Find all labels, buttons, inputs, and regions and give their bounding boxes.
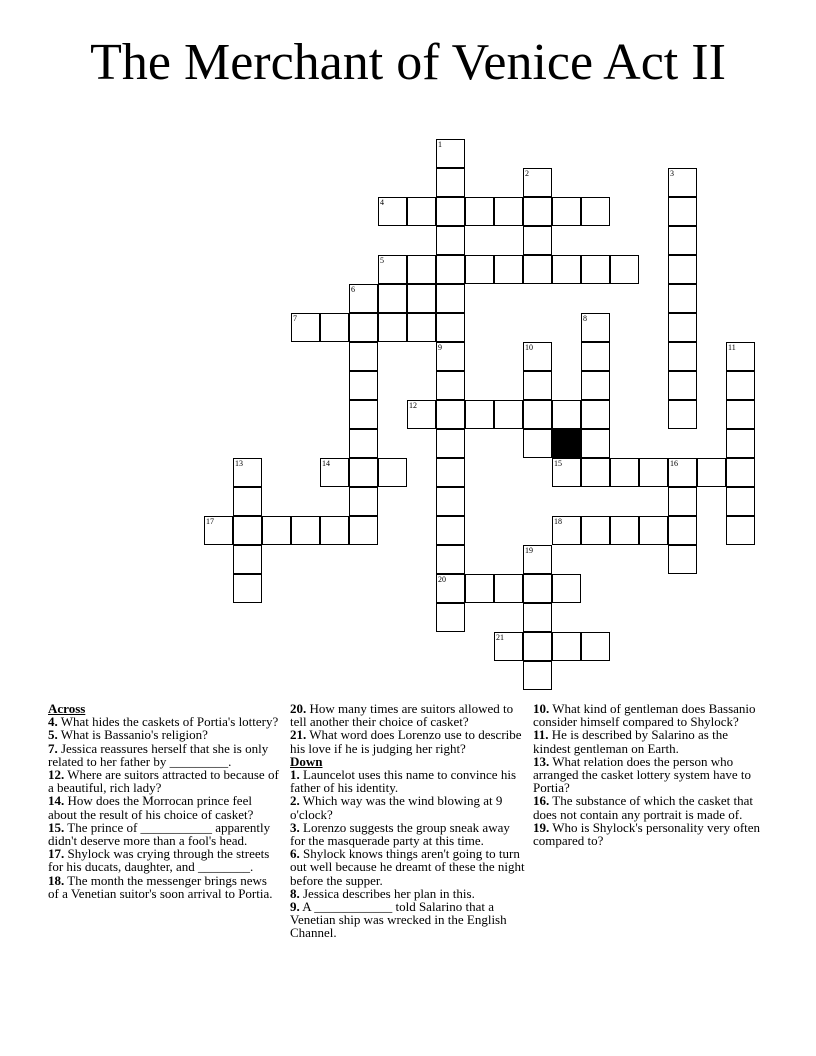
clue-item [533, 702, 765, 728]
clue-text: The month the messenger brings news of a Venetian suitor's soon arrival to Portia. [48, 872, 273, 901]
grid-cell[interactable] [668, 197, 697, 226]
grid-cell[interactable] [465, 255, 494, 284]
grid-cell[interactable] [523, 197, 552, 226]
clue-item [290, 900, 526, 940]
grid-cell[interactable] [668, 168, 697, 197]
clue-number: 18 [554, 517, 562, 526]
grid-cell[interactable] [320, 458, 349, 487]
grid-cell[interactable] [204, 516, 233, 545]
clue-number: 4 [380, 198, 384, 207]
clue-item [533, 821, 765, 847]
across-header: Across [48, 701, 86, 716]
clue-number: 8 [583, 314, 587, 323]
grid-cell[interactable] [523, 168, 552, 197]
grid-cell[interactable] [668, 342, 697, 371]
grid-cell[interactable] [465, 574, 494, 603]
grid-cell[interactable] [436, 342, 465, 371]
clue-number: 20 [438, 575, 446, 584]
clue-number: 12. [48, 767, 65, 783]
clue-item [533, 794, 765, 820]
page-title: The Merchant of Venice Act II [90, 34, 726, 91]
clue-number: 5 [380, 256, 384, 265]
grid-cell[interactable] [436, 400, 465, 429]
clue-text: What hides the caskets of Portia's lottery? [60, 714, 279, 730]
grid-cell[interactable] [291, 313, 320, 342]
grid-cell[interactable] [552, 632, 581, 661]
clue-number: 16 [670, 459, 678, 468]
grid-cell[interactable] [465, 400, 494, 429]
grid-cell[interactable] [494, 255, 523, 284]
grid-cell[interactable] [726, 342, 755, 371]
grid-cell[interactable] [262, 516, 291, 545]
grid-cell[interactable] [436, 516, 465, 545]
grid-cell[interactable] [726, 487, 755, 516]
clue-number: 9 [438, 343, 442, 352]
clue-text: Jessica reassures herself that she is only related to her father by _________. [48, 740, 269, 769]
grid-cell[interactable] [494, 197, 523, 226]
clue-number: 3. [290, 819, 300, 835]
clue-text: The substance of which the casket that does not contain any portrait is made of. [533, 793, 753, 822]
grid-cell[interactable] [726, 458, 755, 487]
clue-number: 4. [48, 714, 58, 730]
grid-cell[interactable] [436, 255, 465, 284]
clue-item [48, 768, 280, 794]
grid-cell[interactable] [581, 458, 610, 487]
grid-cell[interactable] [233, 487, 262, 516]
clue-number: 7. [48, 740, 58, 756]
clue-text: The prince of ___________ apparently didn't deserve more than a fool's head. [48, 819, 271, 849]
clues-column-3 [533, 702, 765, 847]
grid-cell[interactable] [552, 400, 581, 429]
grid-cell[interactable] [668, 545, 697, 574]
grid-cell[interactable] [668, 400, 697, 429]
grid-cell[interactable] [320, 313, 349, 342]
clue-text: Where are suitors attracted to because of a beautiful, rich lady? [48, 767, 279, 796]
clue-number: 1. [290, 767, 300, 783]
clue-item [290, 768, 526, 794]
clues-column-1 [48, 702, 280, 900]
grid-cell[interactable] [697, 458, 726, 487]
grid-cell[interactable] [523, 603, 552, 632]
grid-cell[interactable] [233, 545, 262, 574]
grid-cell[interactable] [581, 516, 610, 545]
clue-text: How many times are suitors allowed to tell another their choice of casket? [290, 701, 514, 730]
grid-cell[interactable] [523, 226, 552, 255]
grid-cell[interactable] [581, 429, 610, 458]
grid-cell[interactable] [581, 342, 610, 371]
grid-cell[interactable] [407, 313, 436, 342]
grid-cell[interactable] [523, 342, 552, 371]
grid-cell[interactable] [378, 255, 407, 284]
grid-cell[interactable] [726, 429, 755, 458]
grid-cell[interactable] [726, 371, 755, 400]
clue-text: Jessica describes her plan in this. [303, 885, 475, 901]
grid-cell[interactable] [349, 458, 378, 487]
clue-text: Lorenzo suggests the group sneak away for the masquerade party at this time. [290, 819, 510, 849]
grid-cell[interactable] [552, 516, 581, 545]
clue-text: A ____________ told Salarino that a Venetian ship was wrecked in the English Channel. [290, 899, 507, 941]
clue-number: 15 [554, 459, 562, 468]
clue-item [290, 702, 526, 728]
grid-cell[interactable] [668, 516, 697, 545]
grid-cell[interactable] [523, 400, 552, 429]
grid-cell[interactable] [407, 197, 436, 226]
grid-cell[interactable] [668, 371, 697, 400]
clue-number: 14. [48, 793, 65, 809]
clues-column-2 [290, 702, 526, 940]
black-square [552, 429, 581, 458]
grid-cell[interactable] [349, 371, 378, 400]
grid-cell[interactable] [668, 487, 697, 516]
grid-cell[interactable] [407, 400, 436, 429]
clue-item [290, 728, 526, 754]
grid-cell[interactable] [436, 458, 465, 487]
clue-number: 9. [290, 899, 300, 915]
grid-cell[interactable] [581, 255, 610, 284]
grid-cell[interactable] [233, 516, 262, 545]
clue-item [533, 755, 765, 795]
grid-cell[interactable] [523, 632, 552, 661]
grid-cell[interactable] [436, 168, 465, 197]
grid-cell[interactable] [726, 400, 755, 429]
clue-number: 10 [525, 343, 533, 352]
clue-number: 6. [290, 846, 300, 862]
grid-cell[interactable] [378, 313, 407, 342]
grid-cell[interactable] [436, 197, 465, 226]
clue-number: 18. [48, 872, 65, 888]
grid-cell[interactable] [552, 197, 581, 226]
grid-cell[interactable] [349, 429, 378, 458]
grid-cell[interactable] [436, 371, 465, 400]
clue-text: How does the Morrocan prince feel about the result of his choice of casket? [48, 793, 254, 822]
grid-cell[interactable] [349, 313, 378, 342]
grid-cell[interactable] [552, 574, 581, 603]
grid-cell[interactable] [523, 661, 552, 690]
grid-cell[interactable] [320, 516, 349, 545]
grid-cell[interactable] [726, 516, 755, 545]
clue-item [290, 794, 526, 820]
grid-cell[interactable] [639, 458, 668, 487]
grid-cell[interactable] [349, 516, 378, 545]
grid-cell[interactable] [407, 284, 436, 313]
grid-cell[interactable] [668, 255, 697, 284]
grid-cell[interactable] [581, 400, 610, 429]
grid-cell[interactable] [465, 197, 494, 226]
clue-number: 6 [351, 285, 355, 294]
clue-number: 19 [525, 546, 533, 555]
clue-text: Shylock knows things aren't going to turn out well because he dreamt of these the night before the supper. [290, 846, 525, 888]
grid-cell[interactable] [523, 574, 552, 603]
clue-text: Launcelot uses this name to convince his father of his identity. [290, 767, 517, 796]
clue-text: What word does Lorenzo use to describe his love if he is judging her right? [290, 727, 522, 756]
grid-cell[interactable] [581, 313, 610, 342]
grid-cell[interactable] [349, 400, 378, 429]
grid-cell[interactable] [610, 458, 639, 487]
grid-cell[interactable] [668, 313, 697, 342]
grid-cell[interactable] [436, 574, 465, 603]
clue-number: 14 [322, 459, 330, 468]
clue-number: 21. [290, 727, 307, 743]
down-header: Down [290, 753, 323, 769]
grid-cell[interactable] [581, 371, 610, 400]
clue-number: 5. [48, 727, 58, 743]
clue-text: What kind of gentleman does Bassanio consider himself compared to Shylock? [533, 701, 756, 730]
grid-cell[interactable] [436, 313, 465, 342]
clue-number: 15. [48, 819, 65, 835]
grid-cell[interactable] [291, 516, 320, 545]
clue-number: 2. [290, 793, 300, 809]
grid-cell[interactable] [233, 458, 262, 487]
grid-cell[interactable] [349, 487, 378, 516]
grid-cell[interactable] [436, 487, 465, 516]
clue-number: 3 [670, 169, 674, 178]
clue-text: Which way was the wind blowing at 9 o'clock? [290, 793, 503, 822]
clue-text: What relation does the person who arranged the casket lottery system have to Portia? [533, 753, 752, 796]
clue-item [290, 821, 526, 847]
clue-item [48, 742, 280, 768]
clue-item [290, 847, 526, 887]
clue-text: What is Bassanio's religion? [60, 727, 208, 743]
clue-item [48, 874, 280, 900]
grid-cell[interactable] [668, 458, 697, 487]
clue-number: 10. [533, 701, 550, 716]
grid-cell[interactable] [523, 371, 552, 400]
grid-cell[interactable] [668, 284, 697, 313]
clue-item [48, 794, 280, 820]
clue-text: Who is Shylock's personality very often compared to? [533, 819, 761, 849]
clue-item [48, 821, 280, 847]
clue-number: 17. [48, 846, 65, 862]
clue-item [48, 847, 280, 873]
grid-cell[interactable] [668, 226, 697, 255]
grid-cell[interactable] [639, 516, 668, 545]
clue-number: 11 [728, 343, 736, 352]
grid-cell[interactable] [436, 545, 465, 574]
grid-cell[interactable] [436, 603, 465, 632]
grid-cell[interactable] [552, 458, 581, 487]
grid-cell[interactable] [378, 284, 407, 313]
grid-cell[interactable] [436, 429, 465, 458]
clue-number: 13. [533, 753, 550, 769]
clue-text: He is described by Salarino as the kindest gentleman on Earth. [533, 727, 728, 756]
grid-cell[interactable] [436, 139, 465, 168]
grid-cell[interactable] [349, 284, 378, 313]
grid-cell[interactable] [378, 458, 407, 487]
grid-cell[interactable] [552, 255, 581, 284]
grid-cell[interactable] [523, 545, 552, 574]
clue-number: 19. [533, 819, 550, 835]
clue-number: 8. [290, 885, 300, 901]
grid-cell[interactable] [436, 226, 465, 255]
clue-item [533, 728, 765, 754]
clue-number: 21 [496, 633, 504, 642]
clue-number: 16. [533, 793, 550, 809]
grid-cell[interactable] [494, 632, 523, 661]
clue-text: Shylock was crying through the streets for his ducats, daughter, and ________. [48, 846, 270, 875]
clue-number: 7 [293, 314, 297, 323]
grid-cell[interactable] [407, 255, 436, 284]
grid-cell[interactable] [581, 632, 610, 661]
grid-cell[interactable] [494, 400, 523, 429]
clue-number: 13 [235, 459, 243, 468]
clue-number: 20. [290, 701, 307, 716]
grid-cell[interactable] [233, 574, 262, 603]
grid-cell[interactable] [436, 284, 465, 313]
clue-number: 11. [533, 727, 549, 743]
grid-cell[interactable] [494, 574, 523, 603]
clue-number: 2 [525, 169, 529, 178]
grid-cell[interactable] [349, 342, 378, 371]
grid-cell[interactable] [523, 255, 552, 284]
clue-number: 1 [438, 140, 442, 149]
grid-cell[interactable] [610, 255, 639, 284]
grid-cell[interactable] [378, 197, 407, 226]
grid-cell[interactable] [523, 429, 552, 458]
grid-cell[interactable] [581, 197, 610, 226]
clue-number: 12 [409, 401, 417, 410]
clue-number: 17 [206, 517, 214, 526]
grid-cell[interactable] [610, 516, 639, 545]
